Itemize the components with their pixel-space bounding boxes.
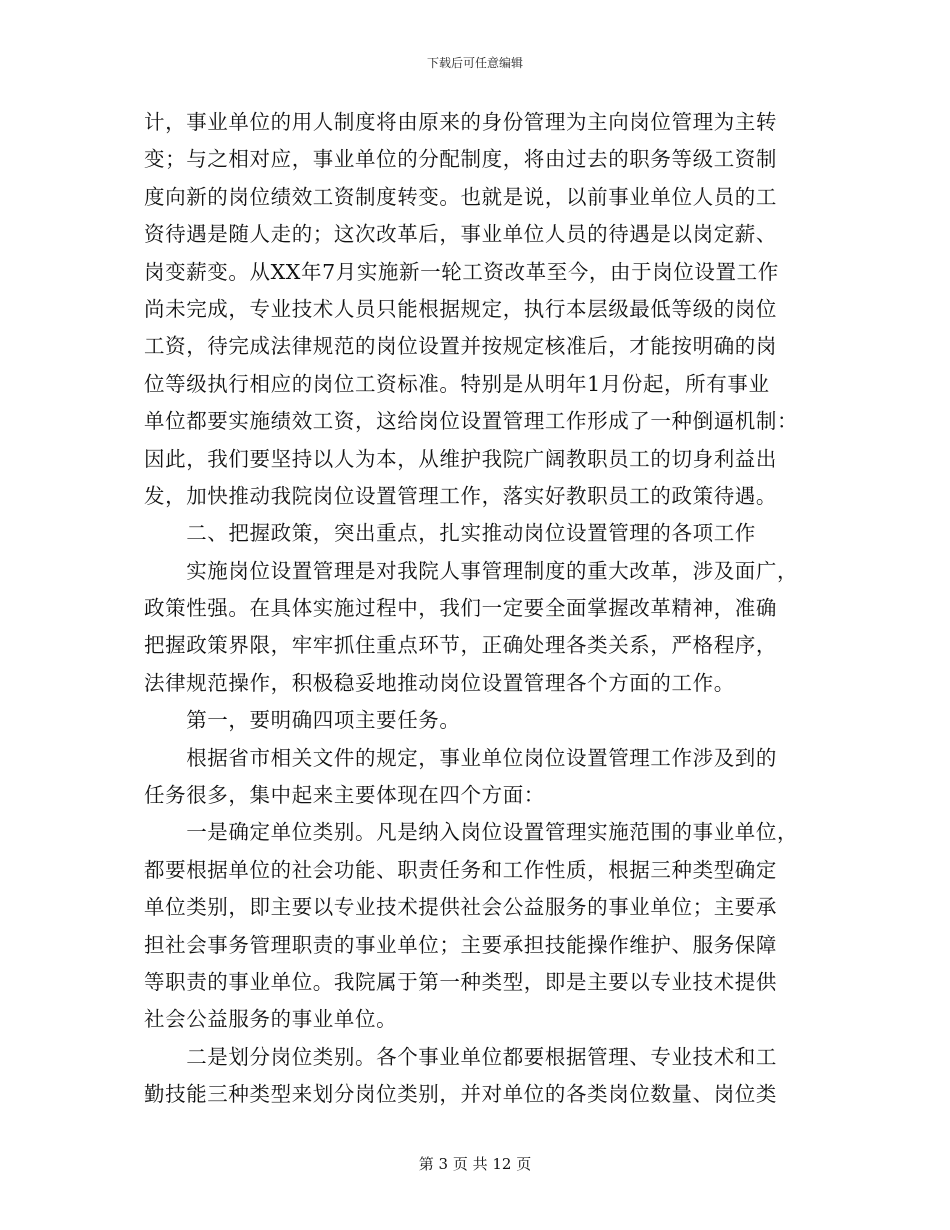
text-line: 工资，待完成法律规范的岗位设置并按规定核准后，才能按明确的岗: [144, 334, 777, 359]
text-line: 政策性强。在具体实施过程中，我们一定要全面掌握改革精神，准确: [144, 596, 777, 621]
text-line: 勤技能三种类型来划分岗位类别，并对单位的各类岗位数量、岗位类: [144, 1082, 777, 1107]
text-line: 根据省市相关文件的规定，事业单位岗位设置管理工作涉及到的: [144, 745, 777, 770]
text-line: 计，事业单位的用人制度将由原来的身份管理为主向岗位管理为主转: [144, 110, 777, 134]
text-line: 尚未完成，专业技术人员只能根据规定，执行本层级最低等级的岗位: [144, 296, 777, 321]
text-line: 第一，要明确四项主要任务。: [144, 708, 461, 733]
text-line: 都要根据单位的社会功能、职责任务和工作性质，根据三种类型确定: [144, 857, 777, 882]
text-line: 发，加快推动我院岗位设置管理工作，落实好教职员工的政策待遇。: [144, 483, 777, 508]
text-line: 位等级执行相应的岗位工资标准。特别是从明年1月份起，所有事业: [144, 371, 770, 396]
text-line: 一是确定单位类别。凡是纳入岗位设置管理实施范围的事业单位，: [144, 820, 799, 845]
text-line: 资待遇是随人走的；这次改革后，事业单位人员的待遇是以岗定薪、: [144, 222, 777, 247]
text-line: 单位类别，即主要以专业技术提供社会公益服务的事业单位；主要承: [144, 895, 777, 920]
text-line: 等职责的事业单位。我院属于第一种类型，即是主要以专业技术提供: [144, 969, 777, 994]
text-line: 法律规范操作，积极稳妥地推动岗位设置管理各个方面的工作。: [144, 670, 735, 695]
text-line: 把握政策界限，牢牢抓住重点环节，正确处理各类关系，严格程序，: [144, 633, 777, 658]
text-line: 度向新的岗位绩效工资制度转变。也就是说，以前事业单位人员的工: [144, 184, 777, 209]
text-line: 任务很多，集中起来主要体现在四个方面：: [144, 783, 545, 808]
text-line: 变；与之相对应，事业单位的分配制度，将由过去的职务等级工资制: [144, 147, 777, 172]
text-line: 社会公益服务的事业单位。: [144, 1007, 398, 1032]
text-line: 实施岗位设置管理是对我院人事管理制度的重大改革，涉及面广，: [144, 558, 799, 583]
page-footer: 第 3 页 共 12 页: [418, 1155, 532, 1173]
text-line: 因此，我们要坚持以人为本，从维护我院广阔教职员工的切身利益出: [144, 446, 777, 471]
text-line: 单位都要实施绩效工资，这给岗位设置管理工作形成了一种倒逼机制：: [144, 409, 799, 434]
text-line: 岗变薪变。从XX年7月实施新一轮工资改革至今，由于岗位设置工作: [144, 259, 779, 284]
text-line: 二、把握政策，突出重点，扎实推动岗位设置管理的各项工作: [144, 521, 756, 546]
body-text: [144, 104, 808, 1114]
text-line: 二是划分岗位类别。各个事业单位都要根据管理、专业技术和工: [144, 1044, 777, 1069]
text-line: 担社会事务管理职责的事业单位；主要承担技能操作维护、服务保障: [144, 932, 777, 957]
page-header: 下载后可任意编辑: [426, 56, 523, 70]
